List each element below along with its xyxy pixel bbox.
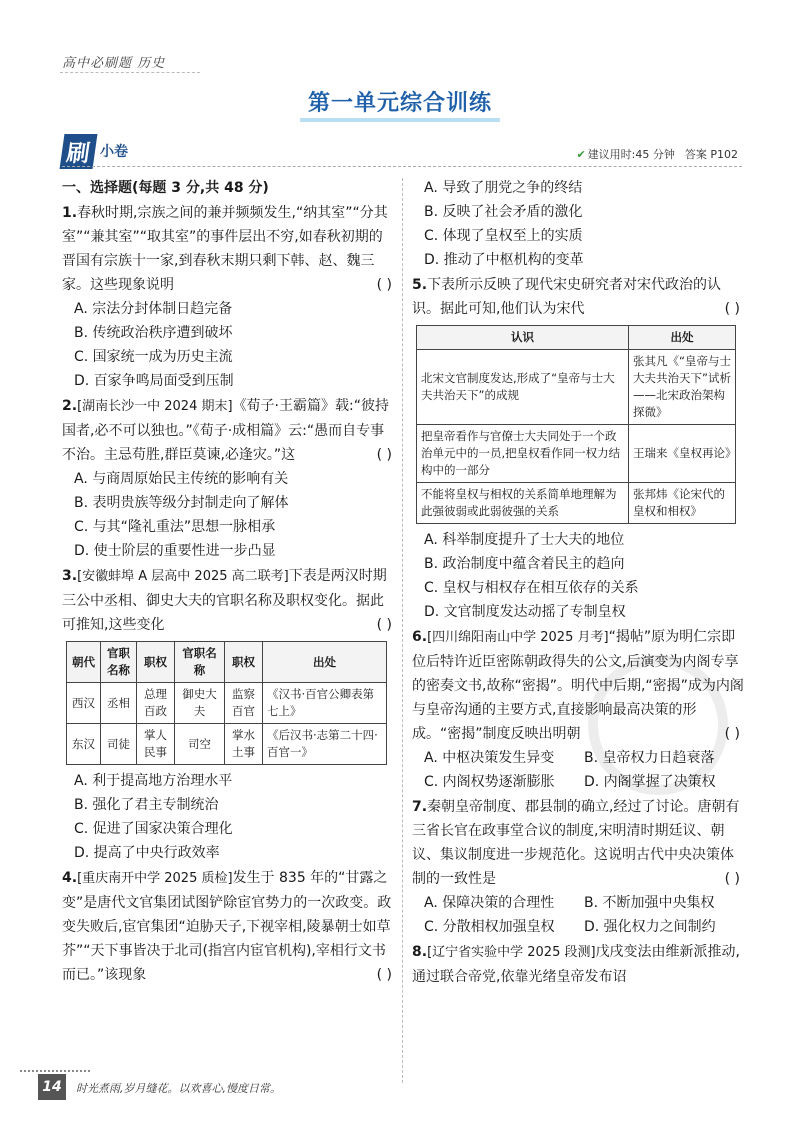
check-icon: ✔ [576, 148, 586, 161]
table-cell: 西汉 [67, 683, 101, 724]
option-row [412, 915, 744, 939]
option-a[interactable]: A. 导致了朋党之争的终结 [424, 180, 583, 196]
option-a[interactable]: A. 宗法分封体制日趋完备 [74, 301, 233, 317]
answer-blank[interactable]: ( ) [724, 726, 740, 742]
question-stem: 发生于 835 年的“甘露之变”是唐代文官集团试图铲除宦官势力的一次政变。政变失败后,宦官集团“迫胁天子,下视宰相,陵暴朝士如草芥”“天下事皆决于北司(指宫内宦官机构),宰相行文书而已。”该现象 [62, 870, 392, 983]
table-header: 出处 [629, 326, 736, 350]
question-4-options [412, 176, 744, 272]
question-number: 5. [412, 277, 428, 293]
question-stem: 下表所示反映了现代宋史研究者对宋代政治的认识。据此可知,他们认为宋代 [412, 277, 722, 317]
table-cell: 《汉书·百官公卿表第七上》 [263, 683, 387, 724]
table-header-row [417, 326, 736, 350]
question-source: [安徽蚌埠 A 层高中 2025 高二联考] [77, 569, 289, 584]
question-2 [62, 394, 396, 563]
page-slogan: 时光煮雨,岁月缝花。以欢喜心,慢度日常。 [76, 1082, 281, 1095]
question-7 [412, 795, 744, 939]
left-column [62, 176, 396, 987]
question-number: 7. [412, 799, 428, 815]
meta-info [576, 146, 738, 162]
table-cell: 丞相 [101, 683, 137, 724]
question-number: 2. [62, 398, 78, 414]
question-number: 4. [62, 870, 78, 886]
table-cell: 王瑞来《皇权再论》 [629, 425, 736, 483]
question-source: [湖南长沙一中 2024 期末] [77, 399, 233, 414]
option-c[interactable]: C. 内阁权势逐渐膨胀 [424, 774, 555, 790]
table-cell: 掌水土事 [225, 724, 263, 765]
option-a[interactable]: A. 与商周原始民主传统的影响有关 [74, 471, 289, 487]
option-b[interactable]: B. 政治制度中蕴含着民主的趋向 [424, 556, 625, 572]
question-4 [62, 866, 396, 987]
option-b[interactable]: B. 不断加强中央集权 [584, 895, 715, 911]
table-cell: 监察百官 [225, 683, 263, 724]
table-row [417, 350, 736, 425]
brand-mark: 刷 [60, 134, 98, 169]
option-c[interactable]: C. 皇权与相权存在相互依存的关系 [424, 580, 639, 596]
table-cell: 北宋文官制度发达,形成了“皇帝与士大夫共治天下”的成规 [417, 350, 629, 425]
option-a[interactable]: A. 利于提高地方治理水平 [74, 773, 233, 789]
option-a[interactable]: A. 科举制度提升了士大夫的地位 [424, 532, 625, 548]
option-b[interactable]: B. 传统政治秩序遭到破坏 [74, 325, 233, 341]
question-1 [62, 201, 396, 393]
question-source: [四川绵阳南山中学 2025 月考] [427, 630, 609, 645]
question-8 [412, 940, 744, 989]
table-cell: 张其凡《“皇帝与士大夫共治天下”试析——北宋政治架构探微》 [629, 350, 736, 425]
option-d[interactable]: D. 百家争鸣局面受到压制 [74, 373, 234, 389]
table-cell: 御史大夫 [175, 683, 225, 724]
table-header: 认识 [417, 326, 629, 350]
page-number: 14 [38, 1074, 66, 1100]
brand-sub: 小卷 [100, 144, 128, 160]
option-c[interactable]: C. 体现了皇权至上的实质 [424, 228, 583, 244]
table-cell: 司空 [175, 724, 225, 765]
table-row [417, 425, 736, 483]
table-row [417, 483, 736, 524]
answer-blank[interactable]: ( ) [724, 871, 740, 887]
option-c[interactable]: C. 国家统一成为历史主流 [74, 349, 233, 365]
question-stem: 秦朝皇帝制度、郡县制的确立,经过了讨论。唐朝有三省长官在政事堂合议的制度,宋明清时期廷议、朝议、集议制度进一步规范化。这说明古代中央决策体制的一致性是 [412, 799, 740, 887]
option-c[interactable]: C. 分散相权加强皇权 [424, 919, 555, 935]
watermark-seal [588, 655, 728, 795]
option-d[interactable]: D. 文官制度发达动摇了专制皇权 [424, 604, 626, 620]
option-d[interactable]: D. 推动了中枢机构的变革 [424, 252, 584, 268]
section-title: 一、选择题(每题 3 分,共 48 分) [62, 180, 269, 196]
option-b[interactable]: B. 强化了君主专制统治 [74, 797, 219, 813]
question-5 [412, 273, 744, 624]
table-cell: 司徒 [101, 724, 137, 765]
question-source: [辽宁省实验中学 2025 段测] [427, 945, 596, 960]
question-number: 6. [412, 629, 428, 645]
brand-logo [62, 136, 128, 166]
option-row [412, 891, 744, 915]
question-source: [重庆南开中学 2025 质检] [77, 871, 233, 886]
answer-blank[interactable]: ( ) [376, 447, 392, 463]
option-c[interactable]: C. 促进了国家决策合理化 [74, 821, 233, 837]
option-d[interactable]: D. 提高了中央行政效率 [74, 845, 220, 861]
table-header: 官职名称 [175, 642, 225, 683]
question-number: 3. [62, 568, 78, 584]
table-header: 朝代 [67, 642, 101, 683]
answer-blank[interactable]: ( ) [724, 301, 740, 317]
option-c[interactable]: C. 与其“隆礼重法”思想一脉相承 [74, 519, 276, 535]
answer-blank[interactable]: ( ) [376, 617, 392, 633]
table-row [67, 724, 387, 765]
question-stem: 戊戌变法由维新派推动,通过联合帝党,依靠光绪皇帝发布诏 [412, 944, 741, 985]
table-cell: 张邦炜《论宋代的皇权和相权》 [629, 483, 736, 524]
question-stem: “揭帖”原为明仁宗即位后特许近臣密陈朝政得失的公文,后演变为内阁专享的密奏文书,故称“密揭”。明代中后期,“密揭”成为内阁与皇帝沟通的主要方式,直接影响最高决策的形成。“密揭”制度反映出明朝 [412, 629, 744, 742]
table-cell: 不能将皇权与相权的关系简单地理解为此强彼弱或此弱彼强的关系 [417, 483, 629, 524]
table-header: 出处 [263, 642, 387, 683]
option-a[interactable]: A. 保障决策的合理性 [424, 895, 555, 911]
table-cell: 掌人民事 [137, 724, 175, 765]
question-number: 8. [412, 944, 428, 960]
table-row [67, 683, 387, 724]
option-d[interactable]: D. 使士阶层的重要性进一步凸显 [74, 543, 276, 559]
option-a[interactable]: A. 中枢决策发生异变 [424, 750, 555, 766]
question-stem: 春秋时期,宗族之间的兼并频频发生,“纳其室”“分其室”“兼其室”“取其室”的事件层出不穷,如春秋初期的晋国有宗族十一家,到春秋末期只剩下韩、赵、魏三家。这些现象说明 [62, 205, 388, 293]
table-header-row [67, 642, 387, 683]
answer-blank[interactable]: ( ) [376, 277, 392, 293]
column-divider [402, 178, 403, 1083]
suggested-time: 建议用时:45 分钟 [587, 148, 675, 161]
book-tag: 高中必刷题 历史 [62, 56, 166, 71]
right-column [412, 176, 744, 989]
question-number: 1. [62, 205, 78, 221]
option-d[interactable]: D. 内阁掌握了决策权 [584, 774, 716, 790]
footer-dots [20, 1070, 90, 1072]
option-d[interactable]: D. 强化权力之间制约 [584, 919, 716, 935]
data-table [416, 325, 736, 524]
question-3 [62, 564, 396, 865]
question-stem: 《荀子·王霸篇》载:“彼持国者,必不可以独也。”《荀子·成相篇》云:“愚而自专事不治。主忌苟胜,群臣莫谏,必逢灾。”这 [62, 398, 389, 463]
option-b[interactable]: B. 反映了社会矛盾的激化 [424, 204, 583, 220]
table-cell: 东汉 [67, 724, 101, 765]
table-header: 官职名称 [101, 642, 137, 683]
header-divider [60, 72, 200, 73]
table-cell: 把皇帝看作与官僚士大夫同处于一个政治单元中的一员,把皇权看作同一权力结构中的一部分 [417, 425, 629, 483]
data-table [66, 641, 387, 765]
table-header: 职权 [137, 642, 175, 683]
option-b[interactable]: B. 表明贵族等级分封制走向了解体 [74, 495, 289, 511]
brand-divider [62, 166, 742, 167]
table-cell: 总理百政 [137, 683, 175, 724]
option-b[interactable]: B. 皇帝权力日趋衰落 [584, 750, 715, 766]
answer-blank[interactable]: ( ) [376, 967, 392, 983]
answer-ref: 答案 P102 [684, 148, 738, 161]
question-stem: 下表是两汉时期三公中丞相、御史大夫的官职名称及职权变化。据此可推知,这些变化 [62, 568, 387, 633]
table-header: 职权 [225, 642, 263, 683]
title-underline [300, 118, 500, 122]
table-cell: 《后汉书·志第二十四·百官一》 [263, 724, 387, 765]
page-title: 第一单元综合训练 [307, 91, 492, 116]
